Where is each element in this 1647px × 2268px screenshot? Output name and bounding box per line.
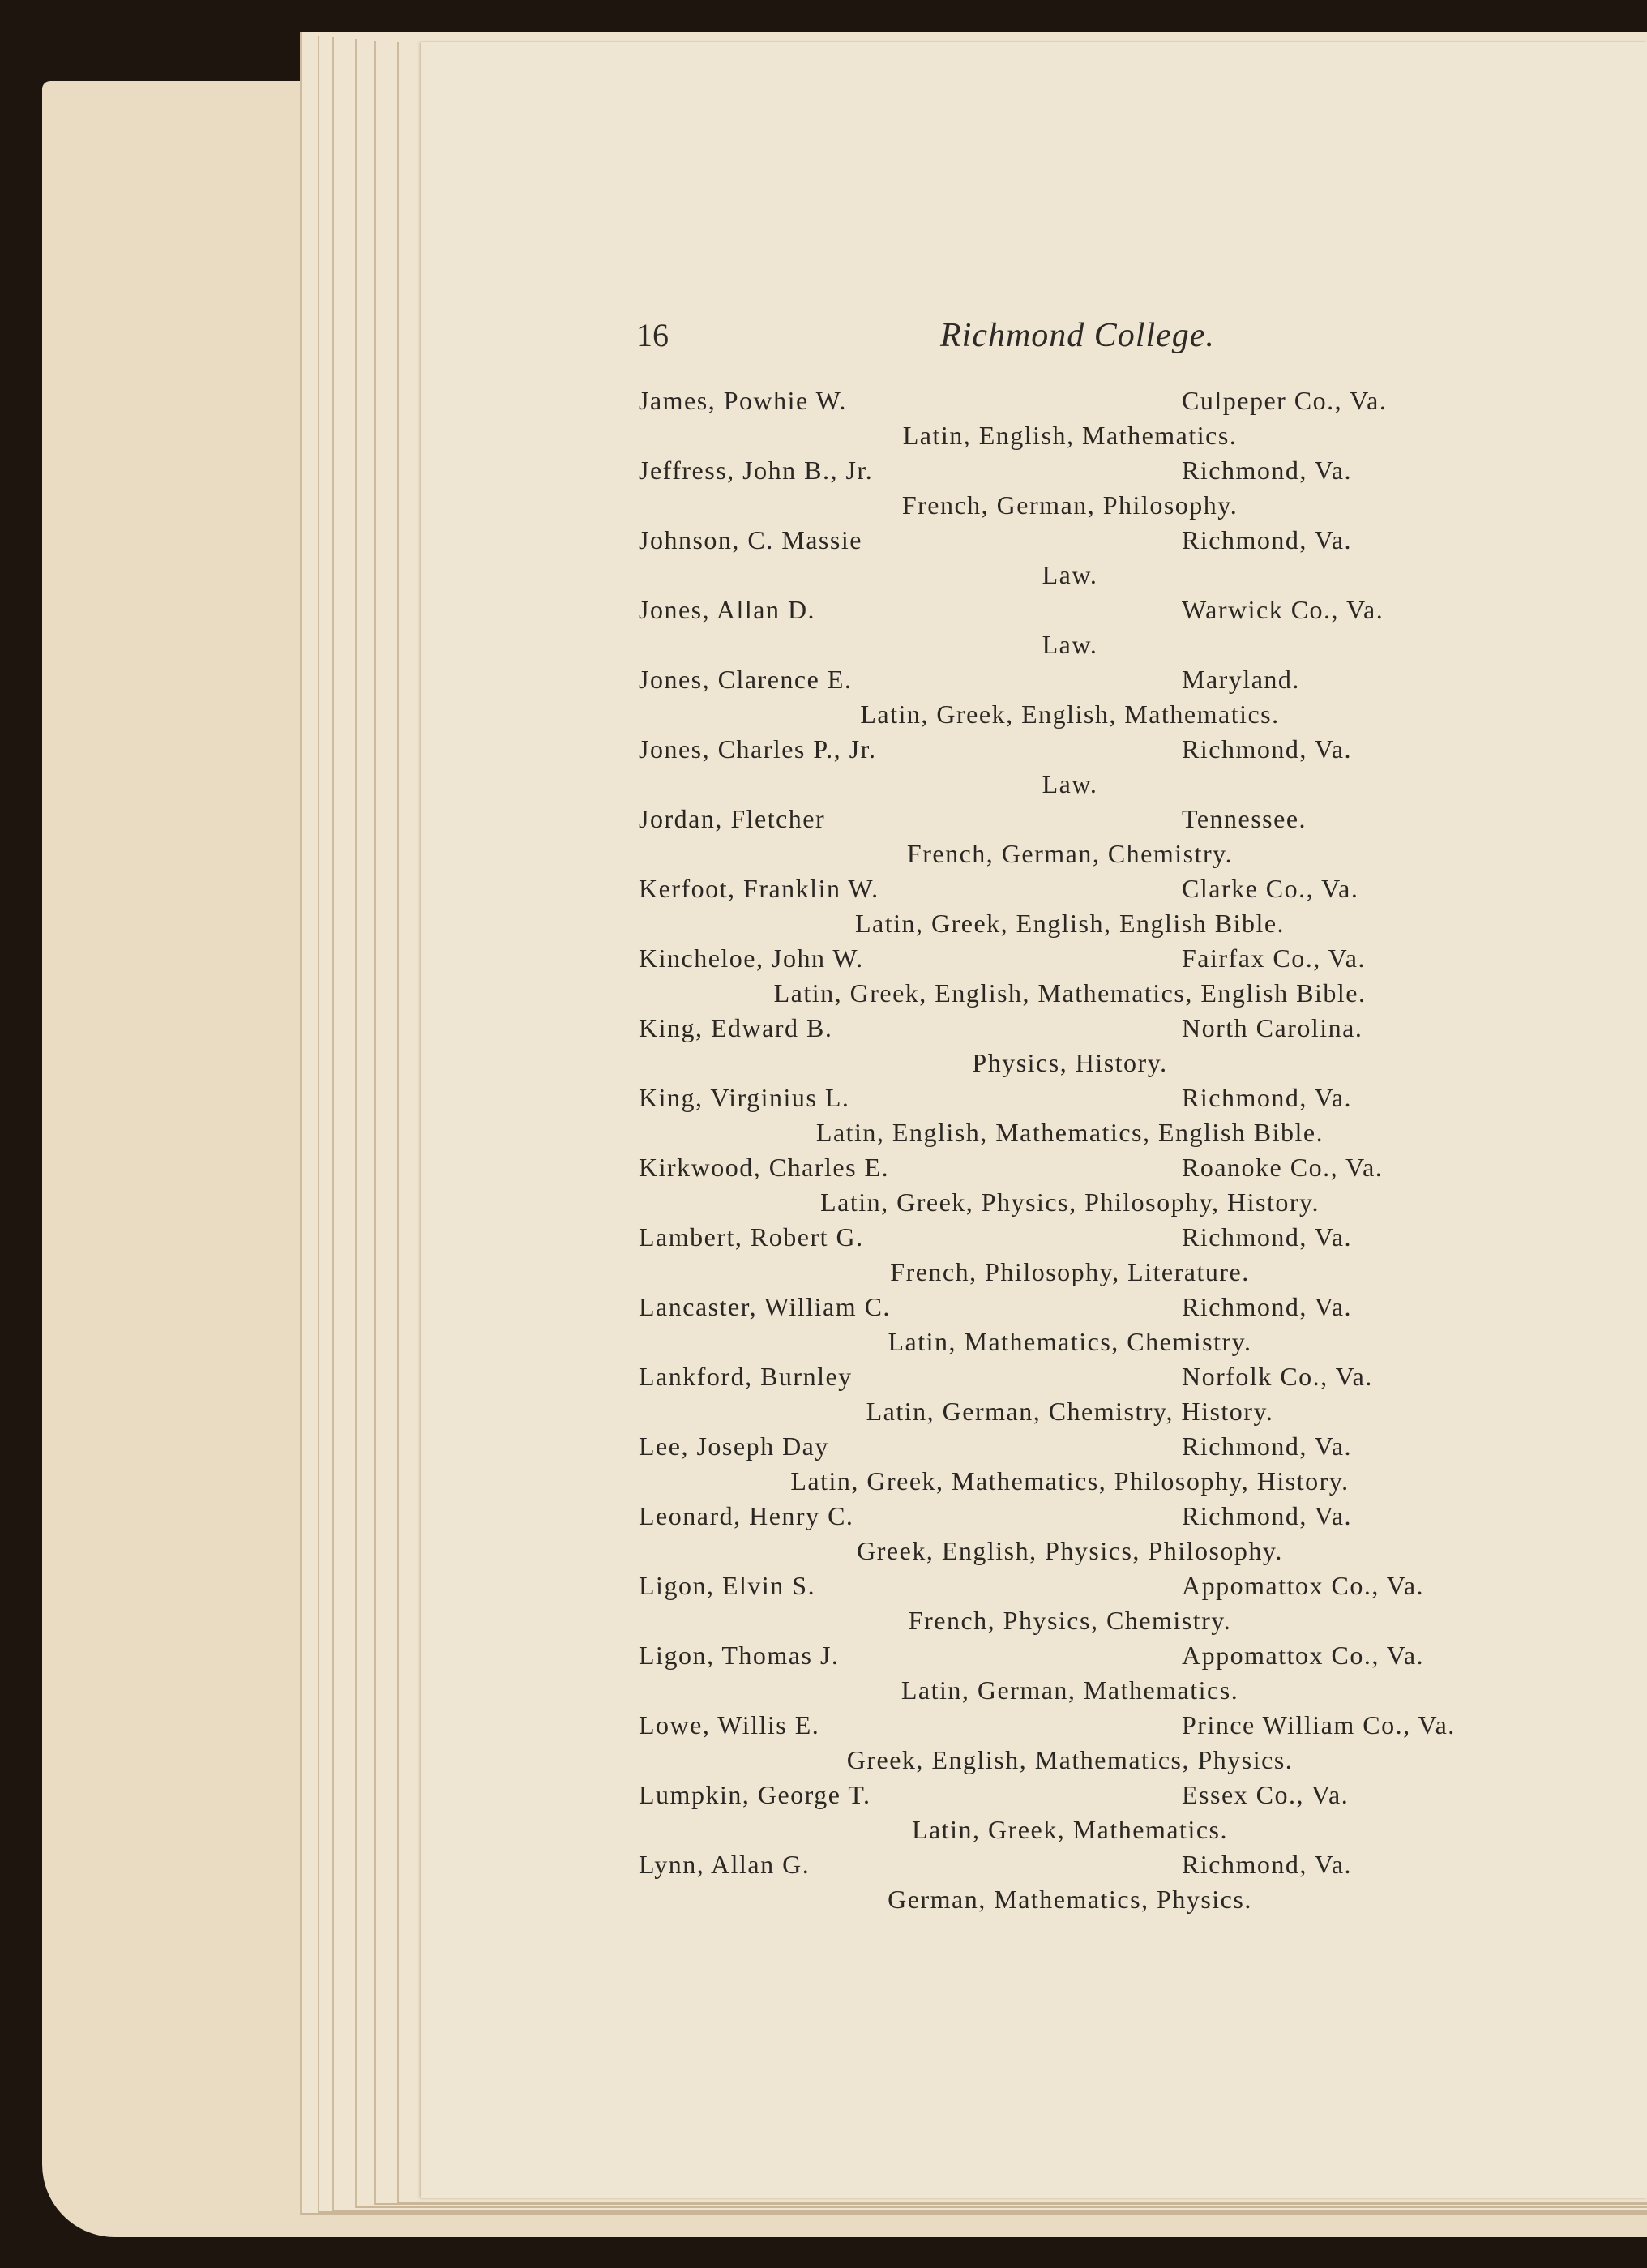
student-subjects: Latin, English, Mathematics, English Bible. [815, 1118, 1324, 1147]
student-subjects: Law. [1042, 769, 1098, 798]
page-header [421, 316, 1647, 365]
student-entry [421, 1710, 1647, 1780]
student-residence: Richmond, Va. [1182, 1292, 1353, 1321]
entry-header-row [421, 1780, 1647, 1815]
student-residence: Richmond, Va. [1182, 1850, 1353, 1879]
student-residence: Essex Co., Va. [1182, 1780, 1350, 1809]
entry-header-row [421, 804, 1647, 839]
entry-header-row [421, 1153, 1647, 1187]
student-residence: Richmond, Va. [1182, 1501, 1353, 1530]
student-subjects: Latin, Greek, English, Mathematics. [860, 700, 1280, 729]
student-subjects: Latin, Mathematics, Chemistry. [888, 1327, 1252, 1356]
student-name: King, Virginius L. [639, 1083, 850, 1112]
entry-header-row [421, 456, 1647, 490]
student-entry [421, 1083, 1647, 1153]
entry-header-row [421, 1571, 1647, 1606]
student-residence: North Carolina. [1182, 1013, 1363, 1042]
student-residence: Maryland. [1182, 665, 1300, 694]
entry-header-row [421, 595, 1647, 630]
student-subjects: Latin, Greek, Physics, Philosophy, History. [820, 1187, 1320, 1217]
student-residence: Norfolk Co., Va. [1182, 1362, 1373, 1391]
student-name: Lankford, Burnley [639, 1362, 853, 1391]
student-name: Ligon, Elvin S. [639, 1571, 816, 1600]
student-residence: Warwick Co., Va. [1182, 595, 1384, 624]
student-entry [421, 1501, 1647, 1571]
student-name: Kincheloe, John W. [639, 944, 864, 973]
entry-header-row [421, 1641, 1647, 1675]
student-name: Kerfoot, Franklin W. [639, 874, 879, 903]
student-subjects: Law. [1042, 630, 1098, 659]
student-residence: Richmond, Va. [1182, 525, 1353, 554]
student-residence: Richmond, Va. [1182, 734, 1353, 764]
entry-header-row [421, 1013, 1647, 1048]
student-subjects: Greek, English, Mathematics, Physics. [846, 1745, 1294, 1774]
student-subjects: German, Mathematics, Physics. [888, 1885, 1252, 1914]
student-residence: Roanoke Co., Va. [1182, 1153, 1384, 1182]
student-residence: Clarke Co., Va. [1182, 874, 1359, 903]
student-subjects: Latin, Greek, Mathematics. [912, 1815, 1228, 1844]
student-name: King, Edward B. [639, 1013, 833, 1042]
student-name: Lancaster, William C. [639, 1292, 891, 1321]
student-entry [421, 1362, 1647, 1431]
entry-header-row [421, 734, 1647, 769]
student-subjects: Law. [1042, 560, 1098, 589]
entry-header-row [421, 1222, 1647, 1257]
student-name: Lumpkin, George T. [639, 1780, 871, 1809]
student-residence: Richmond, Va. [1182, 1083, 1353, 1112]
student-residence: Appomattox Co., Va. [1182, 1571, 1425, 1600]
student-entry [421, 1571, 1647, 1641]
entry-header-row [421, 1083, 1647, 1118]
student-name: Jones, Allan D. [639, 595, 816, 624]
student-entry [421, 734, 1647, 804]
student-entry [421, 874, 1647, 944]
student-residence: Appomattox Co., Va. [1182, 1641, 1425, 1670]
student-name: Leonard, Henry C. [639, 1501, 854, 1530]
student-subjects: Latin, English, Mathematics. [902, 421, 1238, 450]
student-residence: Richmond, Va. [1182, 456, 1353, 485]
student-subjects: Greek, English, Physics, Philosophy. [857, 1536, 1283, 1565]
student-name: Ligon, Thomas J. [639, 1641, 840, 1670]
student-entry [421, 386, 1647, 456]
entry-header-row [421, 1362, 1647, 1397]
student-residence: Richmond, Va. [1182, 1222, 1353, 1252]
student-subjects: French, German, Philosophy. [901, 490, 1238, 520]
entry-header-row [421, 1850, 1647, 1885]
student-entry [421, 1013, 1647, 1083]
student-entry [421, 1641, 1647, 1710]
student-name: Lee, Joseph Day [639, 1431, 829, 1461]
entry-header-row [421, 1431, 1647, 1466]
entry-header-row [421, 525, 1647, 560]
student-entry [421, 804, 1647, 874]
running-head: Richmond College. [940, 317, 1215, 354]
student-entry [421, 595, 1647, 665]
student-name: Johnson, C. Massie [639, 525, 862, 554]
student-entry [421, 944, 1647, 1013]
student-name: Jones, Clarence E. [639, 665, 853, 694]
student-residence: Culpeper Co., Va. [1182, 386, 1388, 415]
student-name: Lowe, Willis E. [639, 1710, 820, 1740]
student-subjects: French, Physics, Chemistry. [908, 1606, 1232, 1635]
entry-header-row [421, 665, 1647, 700]
student-entry [421, 1780, 1647, 1850]
student-entry [421, 1292, 1647, 1362]
entry-header-row [421, 874, 1647, 909]
student-subjects: Latin, Greek, English, English Bible. [854, 909, 1286, 938]
entry-header-row [421, 386, 1647, 421]
student-entry [421, 1222, 1647, 1292]
student-subjects: French, Philosophy, Literature. [890, 1257, 1250, 1286]
student-residence: Fairfax Co., Va. [1182, 944, 1366, 973]
entry-header-row [421, 1292, 1647, 1327]
student-name: James, Powhie W. [639, 386, 847, 415]
student-residence: Prince William Co., Va. [1182, 1710, 1456, 1740]
student-entry [421, 525, 1647, 595]
student-residence: Tennessee. [1182, 804, 1307, 833]
student-subjects: Latin, Greek, English, Mathematics, English Bible. [773, 978, 1367, 1008]
student-name: Kirkwood, Charles E. [639, 1153, 890, 1182]
entry-header-row [421, 1710, 1647, 1745]
student-entry [421, 1431, 1647, 1501]
entry-header-row [421, 1501, 1647, 1536]
student-entry [421, 665, 1647, 734]
student-name: Jordan, Fletcher [639, 804, 826, 833]
student-name: Jones, Charles P., Jr. [639, 734, 877, 764]
student-name: Jeffress, John B., Jr. [639, 456, 874, 485]
student-subjects: Latin, German, Chemistry, History. [866, 1397, 1274, 1426]
student-subjects: Physics, History. [972, 1048, 1168, 1077]
student-subjects: Latin, Greek, Mathematics, Philosophy, History. [790, 1466, 1350, 1496]
student-entry [421, 1153, 1647, 1222]
student-list [421, 386, 1647, 1919]
student-entry [421, 1850, 1647, 1919]
entry-header-row [421, 944, 1647, 978]
student-name: Lynn, Allan G. [639, 1850, 811, 1879]
student-entry [421, 456, 1647, 525]
student-subjects: Latin, German, Mathematics. [901, 1675, 1239, 1705]
document-page [421, 42, 1647, 2198]
student-residence: Richmond, Va. [1182, 1431, 1353, 1461]
page-number: 16 [636, 317, 669, 353]
student-name: Lambert, Robert G. [639, 1222, 864, 1252]
student-subjects: French, German, Chemistry. [906, 839, 1234, 868]
